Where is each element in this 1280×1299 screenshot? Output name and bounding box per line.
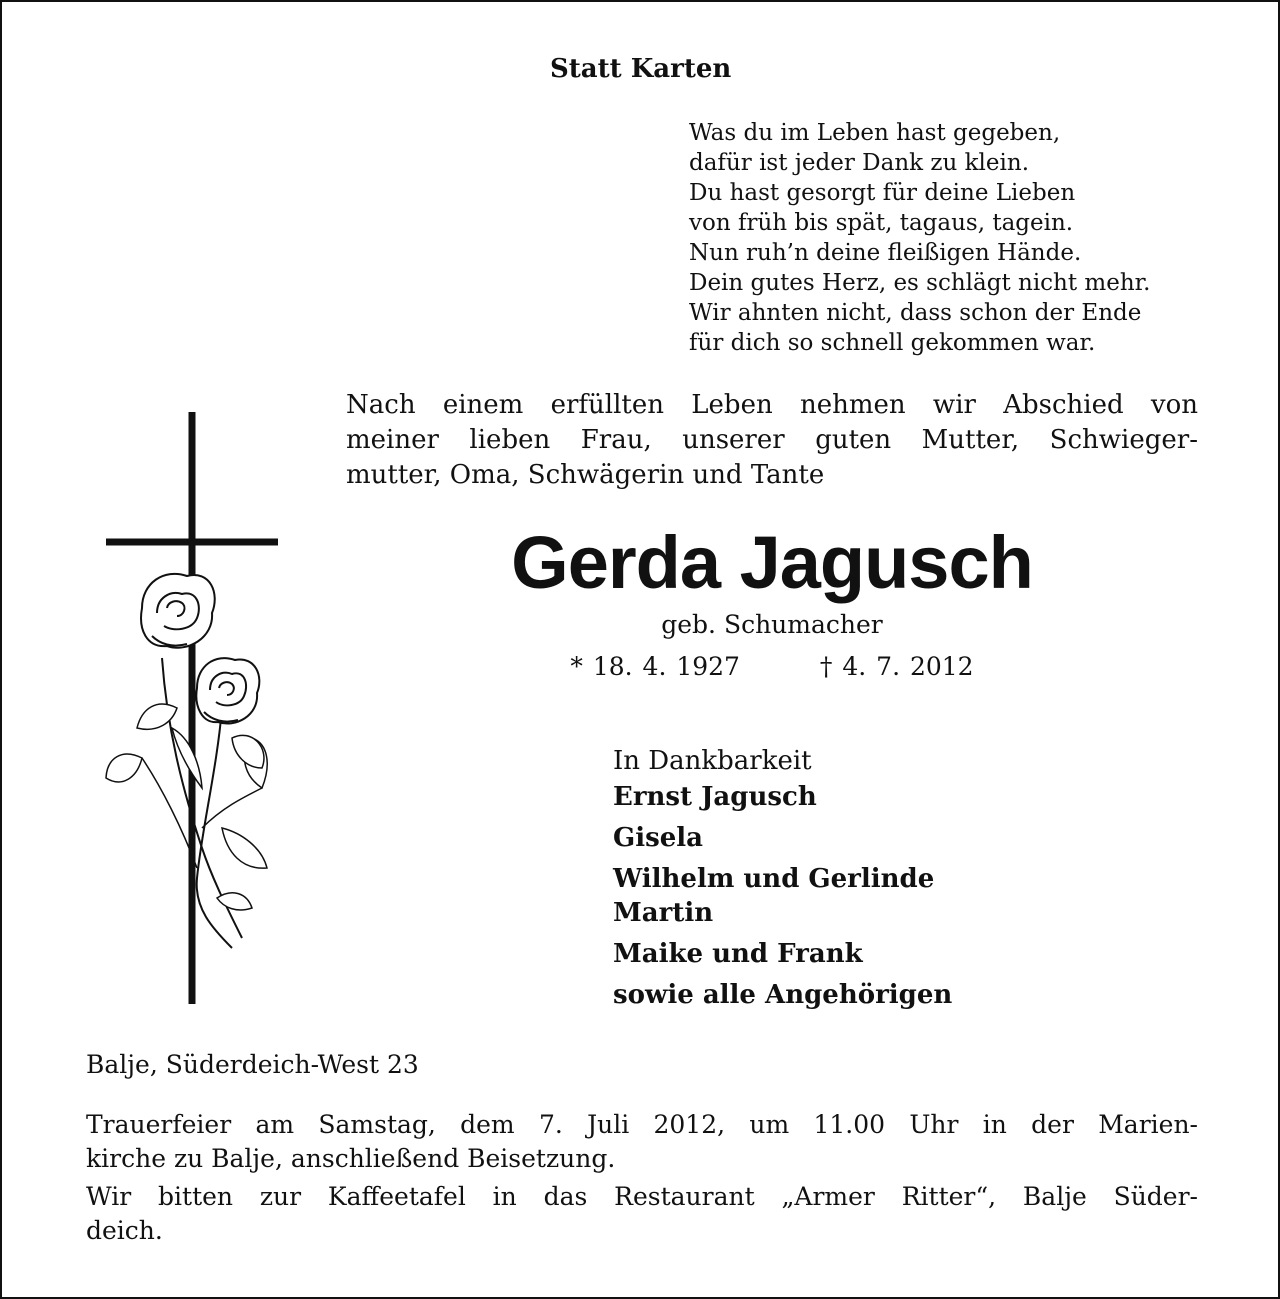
birth-date: * 18. 4. 1927 — [570, 652, 740, 681]
deceased-name: Gerda Jagusch — [511, 521, 1033, 604]
poem-line: Nun ruh’n deine fleißigen Hände. — [689, 240, 1082, 266]
intro-line: Nach einem erfüllten Leben nehmen wir Abschied von — [346, 390, 1198, 420]
notice-line: deich. — [86, 1216, 163, 1245]
poem-line: Wir ahnten nicht, dass schon der Ende — [689, 300, 1142, 326]
notice-line: kirche zu Balje, anschließend Beisetzung. — [86, 1144, 616, 1173]
intro-line: meiner lieben Frau, unserer guten Mutter, Schwieger- — [346, 425, 1198, 455]
notice-line: Trauerfeier am Samstag, dem 7. Juli 2012, um 11.00 Uhr in der Marien- — [86, 1110, 1198, 1139]
mourner-name: Ernst Jagusch — [613, 782, 817, 812]
poem-line: von früh bis spät, tagaus, tagein. — [689, 210, 1074, 236]
mourner-name: Maike und Frank — [613, 939, 863, 969]
mourners-list — [613, 742, 952, 1012]
heading: Statt Karten — [550, 54, 732, 84]
mourner-name: sowie alle Angehörigen — [613, 980, 953, 1010]
poem-line: für dich so schnell gekommen war. — [689, 330, 1096, 356]
cross-with-roses-icon — [102, 408, 282, 1008]
mourner-name: Gisela — [613, 823, 703, 853]
poem-line: Du hast gesorgt für deine Lieben — [689, 180, 1076, 206]
address: Balje, Süderdeich-West 23 — [86, 1050, 419, 1079]
intro-text — [346, 388, 1198, 493]
poem-line: dafür ist jeder Dank zu klein. — [689, 150, 1030, 176]
poem-line: Dein gutes Herz, es schlägt nicht mehr. — [689, 270, 1151, 296]
mourner-name: Wilhelm und Gerlinde — [613, 864, 935, 894]
mourners-intro: In Dankbarkeit — [613, 746, 812, 776]
mourner-name: Martin — [613, 898, 714, 928]
poem — [689, 118, 1150, 358]
birth-name: geb. Schumacher — [661, 610, 883, 639]
intro-line: mutter, Oma, Schwägerin und Tante — [346, 460, 825, 490]
life-dates — [332, 652, 1212, 681]
death-date: † 4. 7. 2012 — [819, 652, 974, 681]
funeral-notice — [86, 1108, 1198, 1248]
notice-line: Wir bitten zur Kaffeetafel in das Restaurant „Armer Ritter“, Balje Süder- — [86, 1182, 1198, 1211]
poem-line: Was du im Leben hast gegeben, — [689, 120, 1061, 146]
